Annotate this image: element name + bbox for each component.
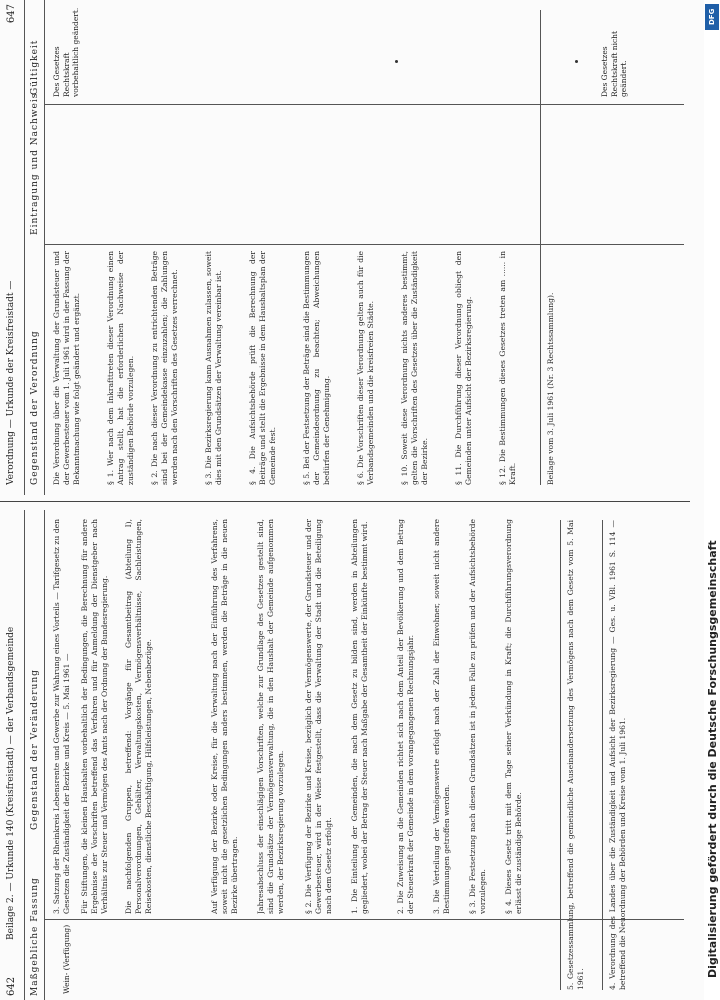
column-heading: Gegenstand der Veränderung: [30, 669, 40, 830]
column-rule: [44, 510, 45, 1000]
header-rule: [24, 510, 25, 1000]
margin-heading: Maßgebliche Fassung: [30, 877, 40, 996]
paragraph: § 6. Die Vorschriften dieser Verordnung gelten auch für die Verbandsgemeinden und die kreisfreien Städte.: [356, 251, 375, 485]
right-page: [0, 0, 690, 495]
paragraph: § 1. Wer nach dem Inkrafttreten dieser Verordnung einen Antrag stellt, hat die erforderlichen Nachweise der zuständigen Behörde vorzulegen.: [106, 251, 135, 485]
paragraph: § 2. Die nach dieser Verordnung zu entrichtenden Beträge sind bei der Gemeindekasse einzuzahlen; die Zahlungen werden nach den Vorschriften des Gesetzes verrechnet.: [150, 251, 179, 485]
paragraph: § 3. Die Festsetzung nach diesen Grundsätzen ist in jedem Falle zu prüfen und der Aufsichtsbehörde vorzulegen.: [468, 519, 487, 914]
scan-mark: [395, 60, 398, 63]
paragraph: Die nachfolgenden Gruppen, betreffend: Vorgänge für Gesamtbeitrag (Abteilung I), Personalverordnungen, Gehälter, Verwaltungskosten, Vermögensverhältnisse, Sachleistungen, Reisekosten, dienstliche Beschäftigung, Hilfsleistungen, Nebenbezüge.: [124, 519, 153, 914]
column-heading: Gegenstand der Verordnung: [30, 330, 40, 485]
scan-mark: [575, 60, 578, 63]
footnote: 5. Gesetzessammlung, betreffend die gemeindliche Auseinandersetzung des Vermögens nach dem Gesetz vom 5. Mai 1961.: [566, 520, 585, 990]
paragraph: Auf Verfügung der Bezirke oder Kreise, für die Verwaltung nach der Einführung des Verfahrens, soweit nicht die gesetzlichen Bedingungen anders bestimmen, werden die Beträge in die neuen Bezirke übertragen.: [210, 519, 239, 914]
page-gutter: [0, 501, 690, 502]
left-page-header: Beilage 2. — Urkunde 140 (Kreisfreistadt) — der Verbandsgemeinde: [6, 626, 16, 940]
column-divider: [44, 244, 684, 245]
left-page-number: 642: [6, 976, 17, 996]
paragraph: § 4. Die Aufsichtsbehörde prüft die Berechnung der Beiträge und stellt die Ergebnisse in dem Haushaltsplan der Gemeinde fest.: [248, 251, 277, 485]
paragraph: § 2. Die Verfügung der Bezirke und Kreise, bezüglich der Vermögenswerte, der Grundsteuer und der Gewerbesteuer, wird in der Weise festgestellt, dass die Verwaltung der Stadt und die Beteiligung nach dem Gesetz erfolgt.: [304, 519, 333, 914]
footer-note: Beilage vom 3. Juli 1961 (Nr. 3 Rechtssammlung).: [546, 292, 555, 485]
paragraph: 3. Satzung der Rheinkreis Lebensrente und Gewerbe zur Wahrung eines Vorteils — Tarifgesetz zu den Gesetzen die Zuständigkeit der Bezirke und Kreis — 5. Mai 1961 —: [52, 519, 71, 914]
paragraph: § 5. Bei der Festsetzung der Beträge sind die Bestimmungen der Gemeindeordnung zu beachten; Abweichungen bedürfen der Genehmigung.: [302, 251, 331, 485]
paragraph: 1. Die Einteilung der Gemeinden, die nach dem Gesetz zu bilden sind, werden in Abteilungen gegliedert, wobei der Betrag der Steuer nach Maßgabe der Gesamtheit der Einkünfte bestimmt wird.: [350, 519, 369, 914]
paragraph: § 11. Die Durchführung dieser Verordnung obliegt den Gemeinden unter Aufsicht der Bezirksregierung.: [454, 251, 473, 485]
footnote-rule: [602, 520, 603, 990]
watermark-strip: [704, 0, 720, 1000]
header-rule: [24, 0, 25, 495]
column-divider: [44, 104, 684, 105]
dfg-logo: DFG: [705, 4, 719, 30]
side-label: Wein- (Verfügung): [62, 924, 71, 994]
paragraph: § 3. Die Bezirksregierung kann Ausnahmen zulassen, soweit dies mit den Grundsätzen der Verwaltung vereinbar ist.: [204, 251, 223, 485]
watermark-text: Digitalisierung gefördert durch die Deutsche Forschungsgemeinschaft: [706, 540, 719, 978]
side-note: Des Gesetzes Rechtskraft vorbehaltlich geändert.: [52, 7, 80, 97]
column-heading: Eintragung und Nachweis: [30, 92, 40, 235]
left-page: [0, 510, 690, 1000]
paragraph: § 10. Soweit diese Verordnung nichts anderes bestimmt, gelten die Vorschriften des Gesetzes über die Zuständigkeit der Bezirke.: [400, 251, 429, 485]
footer-rule: [540, 10, 541, 485]
paragraph: § 4. Dieses Gesetz tritt mit dem Tage seiner Verkündung in Kraft; die Durchführungsverordnung erlässt die zuständige Behörde.: [504, 519, 523, 914]
paragraph: 3. Die Verteilung der Vermögenswerte erfolgt nach der Zahl der Einwohner, soweit nicht andere Bestimmungen getroffen werden.: [432, 519, 451, 914]
column-heading: Gültigkeit: [30, 39, 40, 95]
side-note: Des Gesetzes Rechtskraft nicht geändert.: [600, 30, 628, 97]
right-page-number: 647: [6, 4, 17, 24]
paragraph: Die Verordnung über die Verwaltung der Grundsteuer und der Gewerbesteuer vom 1. Juli 1961 wird in der Fassung der Bekanntmachung wie folgt geändert und ergänzt.: [52, 251, 81, 485]
column-rule: [44, 0, 45, 495]
right-page-header: Verordnung — Urkunde der Kreisfreistadt —: [6, 280, 16, 485]
paragraph: Jahresabschluss der einschlägigen Vorschriften, welche zur Grundlage des Gesetzes gestellt sind, sind die Grundsätze der Vermögensverwaltung, die in den Haushalt der Gemeinde aufgenommen werden, der Bezirksregierung vorzulegen.: [256, 519, 285, 914]
paragraph: § 12. Die Bestimmungen dieses Gesetzes treten am ...... in Kraft.: [498, 251, 517, 485]
footnote-rule: [560, 520, 561, 990]
paragraph: Für Stiftungen, die kleinen Haushalten vorbehaltlich der Bedingungen, die Berechnung für andere Ergebnisse der Vorschriften betreffend das Verfahren und für Anmeldung der Dienstgeber nach Verhältnis zur Steuer und Vermögen des Amts nach der Ordnung der Bundesregierung.: [80, 519, 109, 914]
paragraph: 2. Die Zuweisung an die Gemeinden richtet sich nach dem Anteil der Bevölkerung und dem Betrag der Steuerkraft der Gemeinde in dem vorangegangenen Rechnungsjahr.: [396, 519, 415, 914]
footnote: 4. Verordnung des Landes über die Zuständigkeit und Aufsicht der Bezirksregierung — Ges. u. VBl. 1961 S. 114 — betreffend die Neuordnung der Behörden und Kreise vom 1. Juli 1961.: [608, 520, 627, 990]
